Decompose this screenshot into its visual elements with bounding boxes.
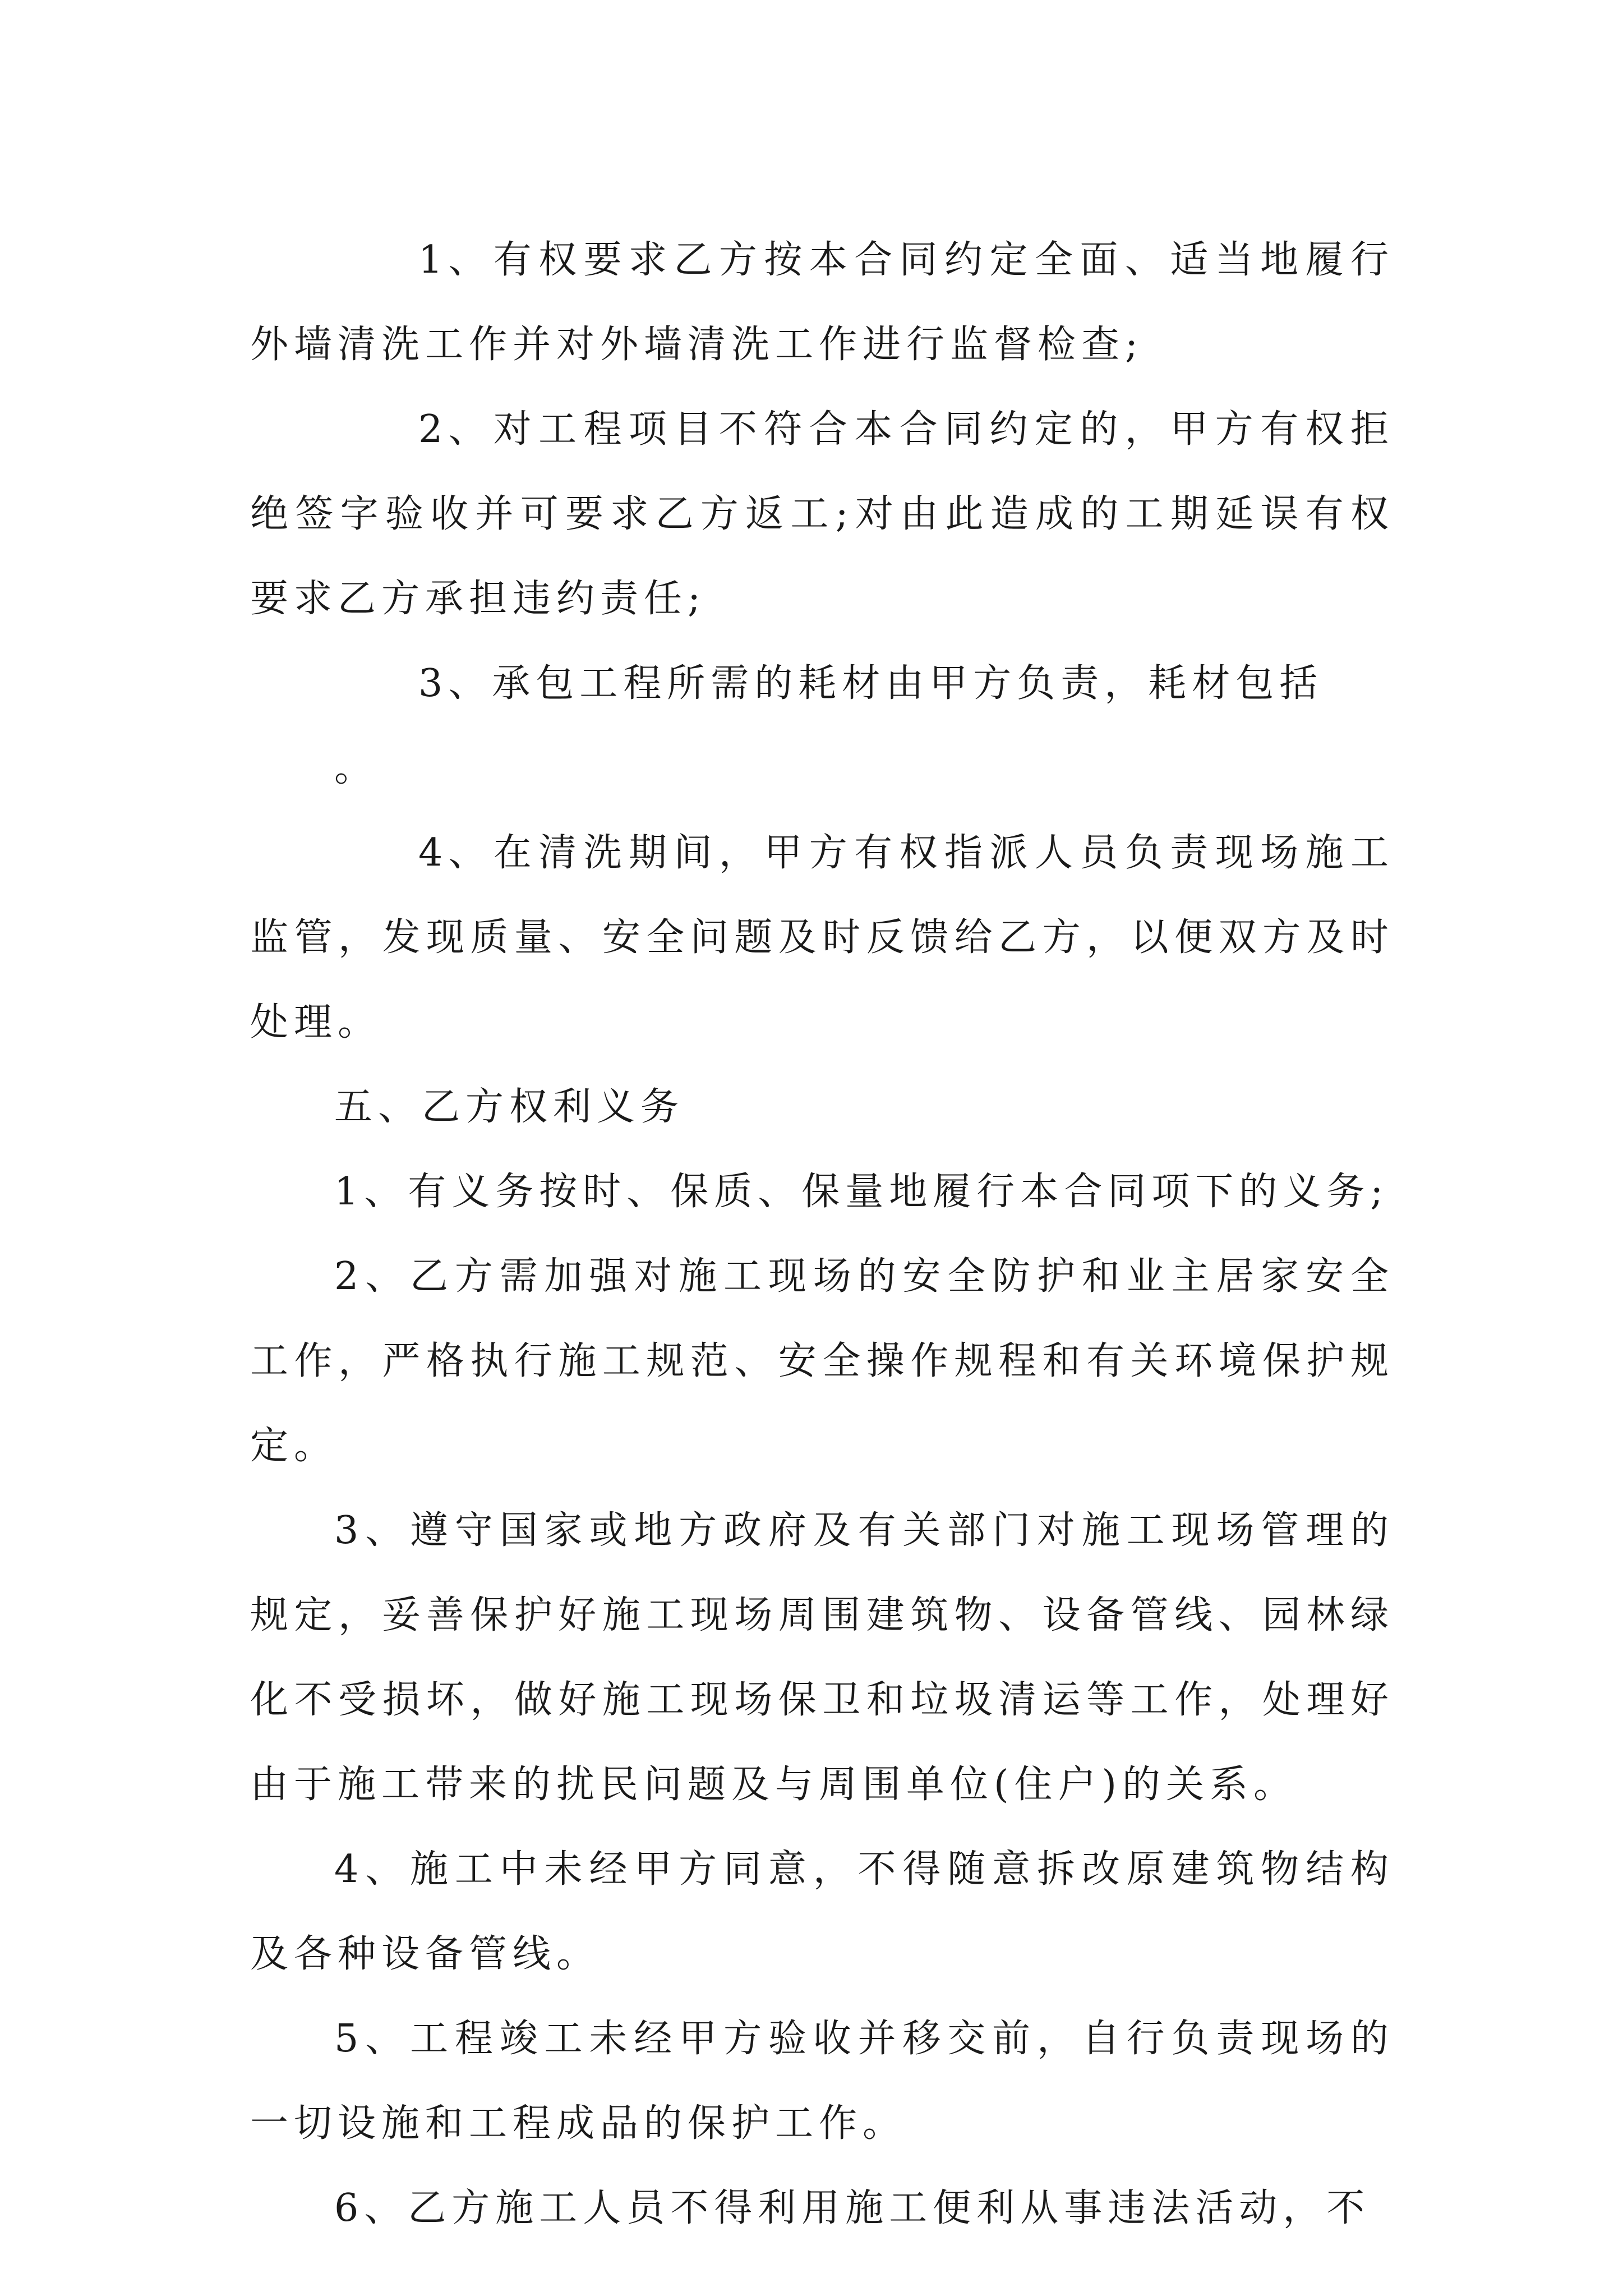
paragraph-text: 。 — [334, 746, 379, 790]
paragraph-3 — [250, 641, 1394, 726]
paragraph-text: 5、工程竣工未经甲方验收并移交前，自行负责现场的一切设施和工程成品的保护工作。 — [250, 2017, 1394, 2146]
paragraph-3-continuation — [250, 726, 1394, 811]
clause-3 — [250, 1488, 1394, 1827]
paragraph-number: 4、 — [418, 831, 492, 875]
paragraph-number: 3、 — [418, 661, 492, 706]
clause-4 — [250, 1827, 1394, 1996]
paragraph-4 — [250, 811, 1394, 1065]
paragraph-text: 1、有义务按时、保质、保量地履行本合同项下的义务; — [334, 1170, 1389, 1214]
paragraph-1 — [250, 218, 1394, 387]
clause-6 — [250, 2166, 1394, 2251]
paragraph-text: 承包工程所需的耗材由甲方负责，耗材包括 — [492, 661, 1324, 706]
section-heading — [250, 1065, 1394, 1149]
paragraph-text: 2、乙方需加强对施工现场的安全防护和业主居家安全工作，严格执行施工规范、安全操作规程和有关环境保护规定。 — [250, 1254, 1394, 1468]
clause-2 — [250, 1234, 1394, 1488]
paragraph-text: 6、乙方施工人员不得利用施工便利从事违法活动，不 — [334, 2186, 1371, 2230]
paragraph-number: 1、 — [418, 238, 492, 282]
paragraph-text: 有权要求乙方按本合同约定全面、适当地履行外墙清洗工作并对外墙清洗工作进行监督检查; — [250, 238, 1394, 367]
paragraph-2 — [250, 387, 1394, 641]
document-body — [250, 218, 1394, 2251]
paragraph-text: 对工程项目不符合本合同约定的，甲方有权拒绝签字验收并可要求乙方返工;对由此造成的工期延误有权要求乙方承担违约责任; — [250, 407, 1394, 621]
paragraph-text: 3、遵守国家或地方政府及有关部门对施工现场管理的规定，妥善保护好施工现场周围建筑物、设备管线、园林绿化不受损坏，做好施工现场保卫和垃圾清运等工作，处理好由于施工带来的扰民问题及与周围单位(住户)的关系。 — [250, 1508, 1394, 1807]
paragraph-number: 2、 — [418, 407, 492, 452]
paragraph-text: 在清洗期间，甲方有权指派人员负责现场施工监管，发现质量、安全问题及时反馈给乙方，以便双方及时处理。 — [250, 831, 1394, 1045]
clause-5 — [250, 1996, 1394, 2166]
paragraph-text: 4、施工中未经甲方同意，不得随意拆改原建筑物结构及各种设备管线。 — [250, 1847, 1394, 1976]
section-heading-text: 五、乙方权利义务 — [334, 1085, 685, 1129]
clause-1 — [250, 1149, 1394, 1234]
